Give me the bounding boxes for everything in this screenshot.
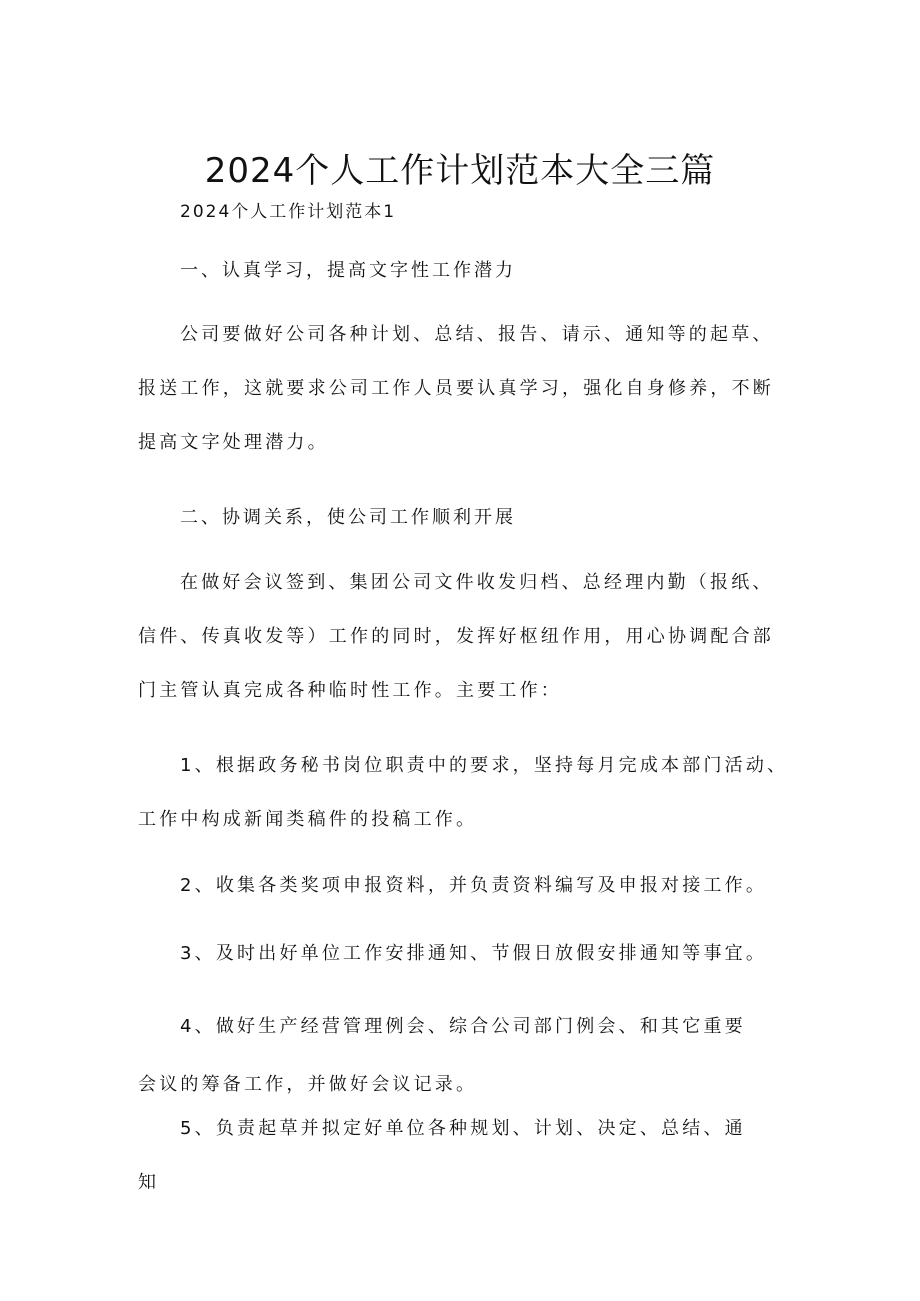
section-heading-2: 二、协调关系，使公司工作顺利开展 [180, 507, 516, 528]
list-item-5: 5、负责起草并拟定好单位各种规划、计划、决定、总结、通知 [138, 1118, 746, 1193]
document-subtitle: 2024个人工作计划范本1 [180, 202, 397, 222]
list-item-1: 1、根据政务秘书岗位职责中的要求，坚持每月完成本部门活动、工作中构成新闻类稿件的投稿工作。 [138, 755, 789, 830]
list-item-3: 3、及时出好单位工作安排通知、节假日放假安排通知等事宜。 [180, 943, 768, 964]
section-body-1: 公司要做好公司各种计划、总结、报告、请示、通知等的起草、报送工作，这就要求公司工作人员要认真学习，强化自身修养，不断提高文字处理潜力。 [138, 324, 774, 453]
document-title: 2024个人工作计划范本大全三篇 [204, 150, 716, 191]
section-heading-1: 一、认真学习，提高文字性工作潜力 [180, 260, 516, 281]
section-body-2: 在做好会议签到、集团公司文件收发归档、总经理内勤（报纸、信件、传真收发等）工作的同时，发挥好枢纽作用，用心协调配合部门主管认真完成各种临时性工作。主要工作： [138, 572, 774, 701]
list-item-2: 2、收集各类奖项申报资料，并负责资料编写及申报对接工作。 [180, 875, 768, 896]
list-item-4: 4、做好生产经营管理例会、综合公司部门例会、和其它重要会议的筹备工作，并做好会议记录。 [138, 1016, 746, 1095]
